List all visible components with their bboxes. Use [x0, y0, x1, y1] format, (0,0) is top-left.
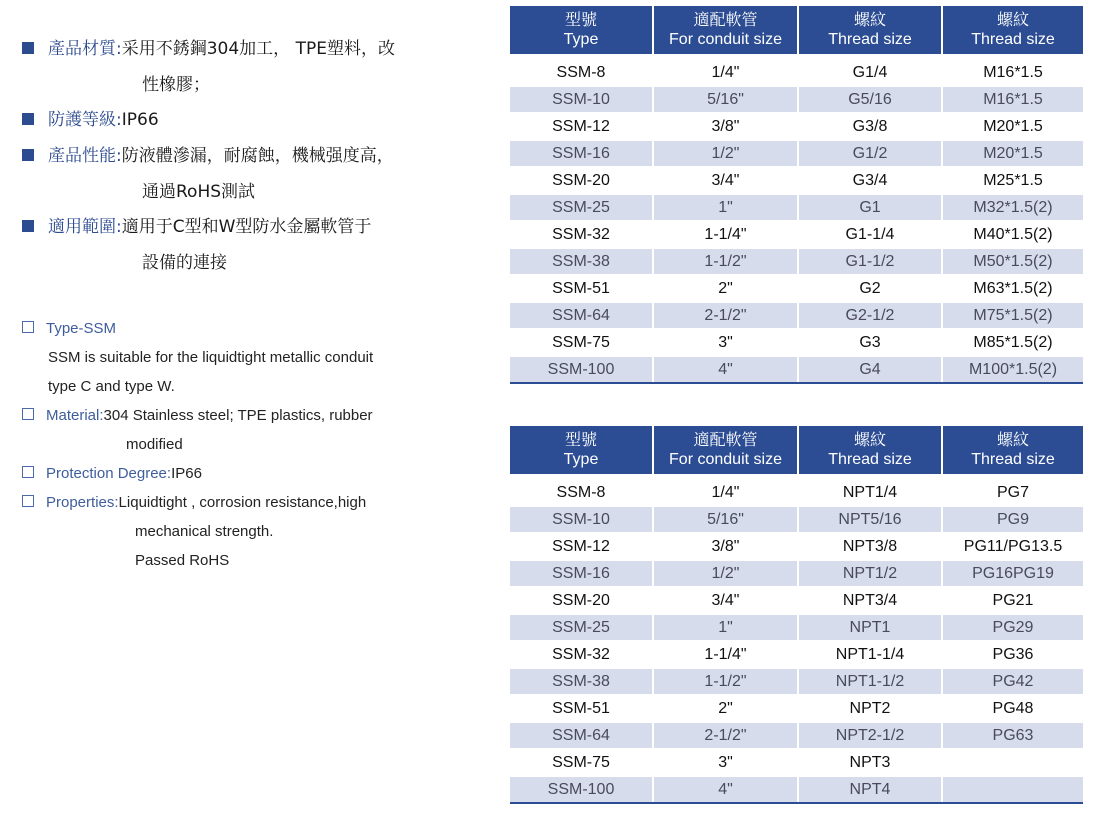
table-cell: NPT3 [798, 749, 942, 776]
checkbox-square-icon [22, 466, 34, 478]
table-cell: PG36 [942, 641, 1083, 668]
table-cell: G1 [798, 194, 942, 221]
table-cell: M20*1.5 [942, 113, 1083, 140]
table-cell: PG21 [942, 587, 1083, 614]
table-row [510, 356, 1083, 383]
en-spec-text: Liquidtight , corrosion resistance,high [118, 494, 367, 511]
table-cell: G1/2 [798, 140, 942, 167]
table-cell: 1/4" [653, 477, 798, 506]
en-spec-text: modified [126, 436, 183, 453]
table-cell: 3/8" [653, 533, 798, 560]
npt-pg-thread-table [510, 426, 1083, 804]
table-cell: PG16PG19 [942, 560, 1083, 587]
table-cell: SSM-25 [510, 614, 653, 641]
zh-spec-text: IP66 [121, 110, 159, 130]
table-cell: PG42 [942, 668, 1083, 695]
table-cell: 5/16" [653, 86, 798, 113]
table-row [510, 641, 1083, 668]
table-row [510, 506, 1083, 533]
table-cell: 4" [653, 356, 798, 383]
table-cell: PG9 [942, 506, 1083, 533]
table-cell: G2 [798, 275, 942, 302]
table-cell: G1-1/2 [798, 248, 942, 275]
table-cell: 2" [653, 695, 798, 722]
en-spec-text: type C and type W. [48, 378, 175, 395]
column-header-thread-size: 螺紋 Thread size [942, 426, 1083, 477]
table-cell: PG11/PG13.5 [942, 533, 1083, 560]
table-cell: G3/8 [798, 113, 942, 140]
table-cell: M20*1.5 [942, 140, 1083, 167]
table-row [510, 668, 1083, 695]
table-row [510, 587, 1083, 614]
en-spec-label: Type-SSM [46, 320, 117, 337]
table-row [510, 302, 1083, 329]
table-cell: SSM-20 [510, 587, 653, 614]
table-cell: NPT1-1/2 [798, 668, 942, 695]
zh-spec-text: 防液體滲漏，耐腐蝕，機械强度高， [121, 146, 394, 166]
table-cell [942, 776, 1083, 803]
table-row [510, 614, 1083, 641]
table-cell: SSM-51 [510, 275, 653, 302]
table-cell: M63*1.5(2) [942, 275, 1083, 302]
table-cell: 2" [653, 275, 798, 302]
table-row [510, 248, 1083, 275]
zh-spec-text: 采用不銹鋼304加工， TPE塑料，改 [121, 39, 395, 59]
table-cell: G2-1/2 [798, 302, 942, 329]
table-cell: SSM-16 [510, 560, 653, 587]
table-cell: 1/2" [653, 140, 798, 167]
table-cell: M85*1.5(2) [942, 329, 1083, 356]
table-row [510, 329, 1083, 356]
zh-spec-text: 性橡膠； [142, 75, 210, 95]
table-cell: G3/4 [798, 167, 942, 194]
table-cell: 4" [653, 776, 798, 803]
table-cell: 1" [653, 614, 798, 641]
table-cell: PG48 [942, 695, 1083, 722]
table-row [510, 275, 1083, 302]
table-row [510, 194, 1083, 221]
column-header-thread-size: 螺紋 Thread size [798, 6, 942, 57]
table-header-row [510, 426, 1083, 477]
en-spec-label: Material: [46, 407, 104, 424]
table-cell: 1-1/4" [653, 221, 798, 248]
table-cell: SSM-12 [510, 113, 653, 140]
table-cell: SSM-16 [510, 140, 653, 167]
table-cell: 3" [653, 329, 798, 356]
table-cell: SSM-100 [510, 356, 653, 383]
table-cell: M16*1.5 [942, 57, 1083, 86]
column-header-thread-size: 螺紋 Thread size [942, 6, 1083, 57]
table-cell: SSM-51 [510, 695, 653, 722]
table-cell: M100*1.5(2) [942, 356, 1083, 383]
zh-spec-label: 產品材質: [48, 39, 122, 59]
table-cell: SSM-38 [510, 668, 653, 695]
table-cell: PG7 [942, 477, 1083, 506]
en-spec-type [22, 314, 116, 343]
table-cell: 3/8" [653, 113, 798, 140]
table-cell: M50*1.5(2) [942, 248, 1083, 275]
table-header-row [510, 6, 1083, 57]
table-cell: NPT4 [798, 776, 942, 803]
bullet-square-icon [22, 42, 34, 54]
en-spec-text: 304 Stainless steel; TPE plastics, rubber [103, 407, 373, 424]
checkbox-square-icon [22, 408, 34, 420]
table-cell: G5/16 [798, 86, 942, 113]
en-spec-label: Protection Degree: [46, 465, 172, 482]
en-spec-material [22, 401, 373, 430]
table-cell: SSM-10 [510, 86, 653, 113]
table-cell: NPT2-1/2 [798, 722, 942, 749]
table-row [510, 221, 1083, 248]
en-spec-properties [22, 488, 366, 517]
table-cell: SSM-75 [510, 329, 653, 356]
metric-thread-table [510, 6, 1083, 384]
zh-spec-application [22, 209, 371, 245]
bullet-square-icon [22, 113, 34, 125]
table-cell: NPT5/16 [798, 506, 942, 533]
zh-spec-text: 設備的連接 [142, 253, 227, 273]
table-cell: G3 [798, 329, 942, 356]
table-cell: SSM-100 [510, 776, 653, 803]
table-cell: M75*1.5(2) [942, 302, 1083, 329]
table-cell: 1/4" [653, 57, 798, 86]
table-cell: NPT1-1/4 [798, 641, 942, 668]
checkbox-square-icon [22, 321, 34, 333]
table-cell: SSM-10 [510, 506, 653, 533]
table-cell: SSM-25 [510, 194, 653, 221]
table-row [510, 749, 1083, 776]
table-cell: SSM-38 [510, 248, 653, 275]
table-cell: M32*1.5(2) [942, 194, 1083, 221]
table-cell: 1" [653, 194, 798, 221]
table-cell: 1-1/4" [653, 641, 798, 668]
table-row [510, 722, 1083, 749]
zh-spec-text: 適用于C型和W型防水金屬軟管于 [121, 217, 372, 237]
zh-spec-properties [22, 138, 394, 174]
zh-spec-label: 防護等級: [48, 110, 122, 130]
zh-spec-protection [22, 102, 159, 138]
table-cell: SSM-32 [510, 221, 653, 248]
zh-spec-label: 適用範圍: [48, 217, 122, 237]
table-cell: 2-1/2" [653, 302, 798, 329]
table-cell: 1/2" [653, 560, 798, 587]
table-cell: SSM-8 [510, 57, 653, 86]
table-row [510, 533, 1083, 560]
table-cell: SSM-64 [510, 722, 653, 749]
table-cell: NPT3/4 [798, 587, 942, 614]
table-cell: M25*1.5 [942, 167, 1083, 194]
table-row [510, 57, 1083, 86]
table-cell: 3/4" [653, 167, 798, 194]
table-row [510, 167, 1083, 194]
table-cell: 1-1/2" [653, 668, 798, 695]
table-cell: NPT2 [798, 695, 942, 722]
en-spec-text: mechanical strength. [135, 523, 274, 540]
en-spec-protection [22, 459, 202, 488]
table-cell: NPT1 [798, 614, 942, 641]
table-cell: SSM-64 [510, 302, 653, 329]
table-cell: G1-1/4 [798, 221, 942, 248]
en-spec-text: IP66 [171, 465, 202, 482]
column-header-type: 型號 Type [510, 6, 653, 57]
table-cell: SSM-8 [510, 477, 653, 506]
table-cell: NPT1/4 [798, 477, 942, 506]
table-cell: SSM-12 [510, 533, 653, 560]
en-spec-text: Passed RoHS [135, 552, 230, 569]
table-cell: 3" [653, 749, 798, 776]
column-header-conduit-size: 適配軟管 For conduit size [653, 426, 798, 477]
table-row [510, 86, 1083, 113]
table-row [510, 113, 1083, 140]
table-cell: 3/4" [653, 587, 798, 614]
table-cell: G4 [798, 356, 942, 383]
table-cell: 5/16" [653, 506, 798, 533]
table-cell: SSM-20 [510, 167, 653, 194]
bullet-square-icon [22, 149, 34, 161]
table-row [510, 776, 1083, 803]
checkbox-square-icon [22, 495, 34, 507]
table-row [510, 560, 1083, 587]
en-spec-text: SSM is suitable for the liquidtight metallic conduit [48, 349, 374, 366]
table-cell: PG63 [942, 722, 1083, 749]
zh-spec-material [22, 31, 395, 67]
column-header-conduit-size: 適配軟管 For conduit size [653, 6, 798, 57]
table-cell: 1-1/2" [653, 248, 798, 275]
zh-spec-label: 產品性能: [48, 146, 122, 166]
table-cell: SSM-32 [510, 641, 653, 668]
en-spec-label: Properties: [46, 494, 119, 511]
table-cell: M16*1.5 [942, 86, 1083, 113]
table-cell: NPT3/8 [798, 533, 942, 560]
table-cell: M40*1.5(2) [942, 221, 1083, 248]
table-cell [942, 749, 1083, 776]
column-header-type: 型號 Type [510, 426, 653, 477]
table-cell: PG29 [942, 614, 1083, 641]
bullet-square-icon [22, 220, 34, 232]
table-row [510, 695, 1083, 722]
table-row [510, 477, 1083, 506]
table-cell: 2-1/2" [653, 722, 798, 749]
column-header-thread-size: 螺紋 Thread size [798, 426, 942, 477]
table-cell: G1/4 [798, 57, 942, 86]
table-row [510, 140, 1083, 167]
table-cell: SSM-75 [510, 749, 653, 776]
zh-spec-text: 通過RoHS測試 [142, 182, 256, 202]
table-cell: NPT1/2 [798, 560, 942, 587]
